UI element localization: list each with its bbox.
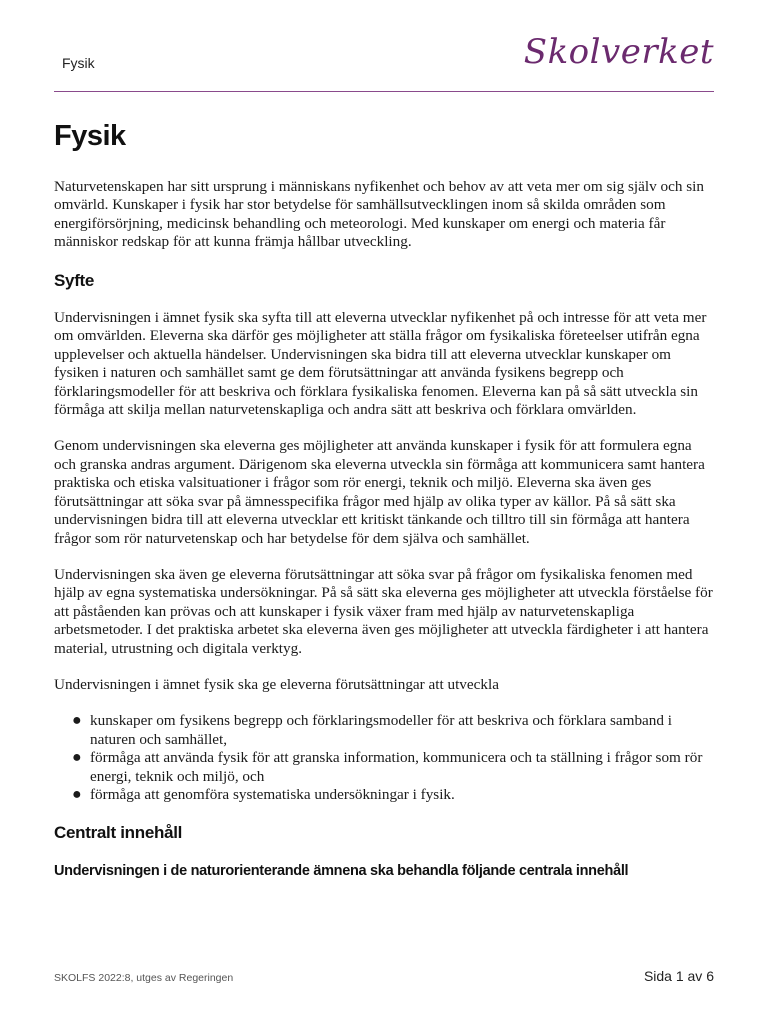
bullet-icon: ●	[72, 785, 82, 803]
bullet-icon: ●	[72, 712, 82, 730]
centralt-innehall-heading: Centralt innehåll	[54, 823, 183, 843]
syfte-paragraph-2: Genom undervisningen ska eleverna ges möjligheter att använda kunskaper i fysik för att formulera egna och granska andras argument. Därigenom ska eleverna utveckla sin förmåga att kommunicera samt hantera praktiska och etiska valsituationer i frågor som rör energi, teknik och miljö. Eleverna ska även ges förutsättningar att söka svar på ämnesspecifika frågor med hjälp av olika typer av källor. På så sätt ska undervisningen bidra till att eleverna utvecklar ett kritiskt tänkande och tilltro till sin förmåga att hantera frågor som rör naturvetenskap och har betydelse för dem själva och samhället.	[54, 437, 705, 547]
list-item-text: kunskaper om fysikens begrepp och förklaringsmodeller för att beskriva och förklara samband i naturen och samhället,	[90, 712, 673, 748]
document-body	[54, 178, 716, 880]
syfte-paragraph-3: Undervisningen ska även ge eleverna förutsättningar att söka svar på frågor om fysikaliska fenomen med hjälp av egna systematiska undersökningar. På så sätt ska eleverna ges möjligheter att utveckla förståelse för att påståenden kan prövas och att kunskaper i fysik växer fram med hjälp av naturvetenskapliga arbetsmetoder. I det praktiska arbetet ska eleverna även ges möjligheter att utveckla färdigheter i att hantera material, utrustning och digitala verktyg.	[54, 565, 713, 657]
syfte-goal-list	[54, 712, 716, 804]
list-item-text: förmåga att använda fysik för att granska information, kommunicera och ta ställning i frågor som rör energi, teknik och miljö, och	[90, 749, 703, 785]
page-title: Fysik	[54, 120, 126, 152]
list-item	[72, 712, 716, 749]
skolverket-logo: Skolverket	[523, 32, 714, 72]
list-item	[72, 785, 716, 804]
bullet-icon: ●	[72, 749, 82, 767]
list-item	[72, 749, 716, 786]
centralt-innehall-subheading: Undervisningen i de naturorienterande ämnena ska behandla följande centrala innehåll	[54, 862, 629, 879]
intro-paragraph: Naturvetenskapen har sitt ursprung i människans nyfikenhet och behov av att veta mer om sig själv och sin omvärld. Kunskaper i fysik har stor betydelse för samhällsutvecklingen inom så skilda områden som energiförsörjning, medicinsk behandling och meteorologi. Med kunskaper om energi och materia får människor redskap för att kunna främja hållbar utveckling.	[54, 178, 704, 251]
syfte-paragraph-4: Undervisningen i ämnet fysik ska ge eleverna förutsättningar att utveckla	[54, 675, 499, 693]
header-subject: Fysik	[62, 55, 95, 71]
footer-publication: SKOLFS 2022:8, utges av Regeringen	[54, 972, 234, 984]
list-item-text: förmåga att genomföra systematiska undersökningar i fysik.	[90, 785, 455, 803]
syfte-heading: Syfte	[54, 270, 95, 290]
syfte-paragraph-1: Undervisningen i ämnet fysik ska syfta till att eleverna utvecklar nyfikenhet på och intresse för att veta mer om omvärlden. Eleverna ska därför ges möjligheter att ställa frågor om fysikaliska företeelser utifrån egna upplevelser och aktuella händelser. Undervisningen ska bidra till att eleverna utvecklar kunskaper om fysiken i naturen och samhället samt ge dem förutsättningar att använda fysikens begrepp och förklaringsmodeller för att beskriva och förklara fysikaliska fenomen. Eleverna kan på så sätt utveckla sin förmåga att skilja mellan naturvetenskapliga och andra sätt att beskriva och förklara omvärlden.	[54, 309, 707, 419]
header-divider	[54, 91, 714, 92]
page-number: Sida 1 av 6	[643, 968, 714, 984]
